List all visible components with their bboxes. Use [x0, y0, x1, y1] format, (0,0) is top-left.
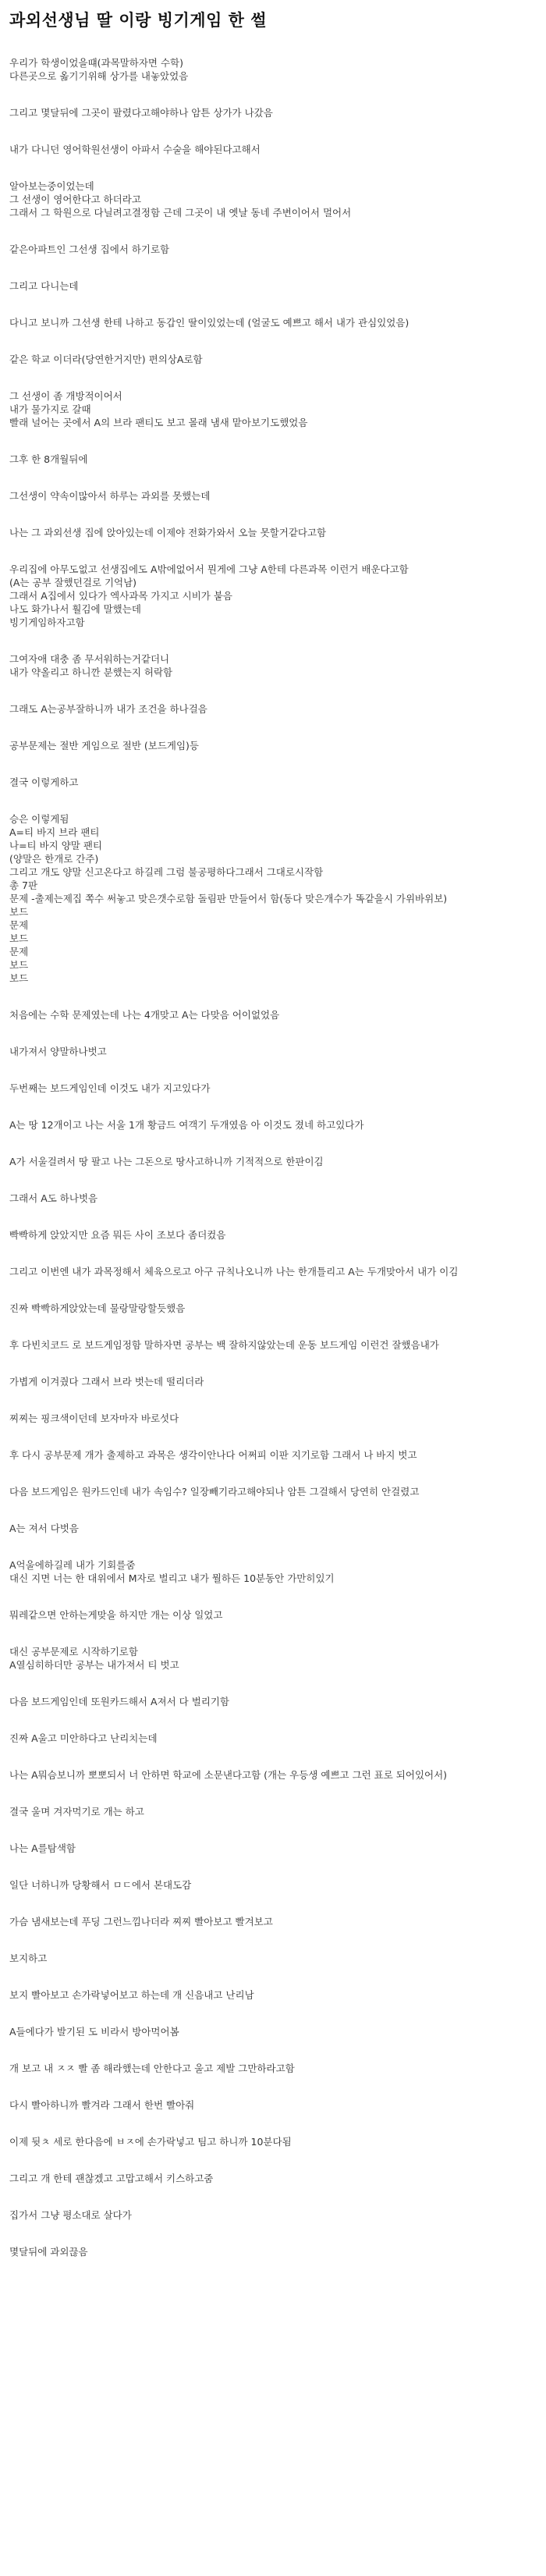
post-paragraph: A가 서울걸려서 땅 팔고 나는 그돈으로 땅사고하니까 기적적으로 한판이김 — [9, 1156, 324, 1167]
post-paragraph: 내가 다니던 영어학원선생이 아파서 수술을 해야된다고해서 — [9, 144, 261, 155]
post-paragraph: 다시 빨아하니까 빨겨라 그래서 한번 빨아줘 — [9, 2099, 195, 2111]
post-paragraph: 후 다시 공부문제 개가 출제하고 과목은 생각이안나다 어쩌피 이판 지기로함 그래서 나 바지 벗고 — [9, 1449, 417, 1461]
post-paragraph: 보지하고 — [9, 1952, 48, 1964]
post-paragraph: 다니고 보니까 그선생 한테 나하고 동갑인 딸이있었는데 (얼굴도 예쁘고 해서 내가 관심있었음) — [9, 317, 410, 329]
post-paragraph: 같은 학교 이더라(당연한거지만) 편의상A로함 — [9, 354, 203, 365]
post-paragraph: 그리고 개 한테 괜찮겠고 고맙고해서 키스하고줌 — [9, 2173, 214, 2184]
post-paragraph: 결국 울며 겨자먹기로 개는 하고 — [9, 1806, 144, 1817]
post-body — [9, 56, 537, 2282]
post-paragraph: 집가서 그냥 평소대로 살다가 — [9, 2209, 132, 2221]
post-paragraph: 승은 이렇게됨 A=티 바지 브라 팬티 나=티 바지 양말 팬티 (양말은 한개로 간주) 그리고 개도 양말 신고온다고 하길레 그럼 불공평하다그래서 그대로시작함 총 7판 문제 -출제는제집 쪽수 써놓고 맞은갯수로함 돌림판 만들어서 함(동다 맞은개수가 똑같을시 가위바위보) 보드 문제 보드 문제 보드 보드 — [9, 813, 448, 984]
post-paragraph: 몇달뒤에 과외끊음 — [9, 2246, 88, 2258]
post-paragraph: A억울에하길레 내가 기회를줌 대신 지면 너는 한 대위에서 M자로 벌리고 내가 뭘하든 10분동안 가만히있기 — [9, 1559, 335, 1584]
post-paragraph: 그선생이 약속이많아서 하루는 과외를 못했는데 — [9, 490, 211, 502]
post-paragraph: 대신 공부문제로 시작하기로함 A열심히하더만 공부는 내가져서 티 벗고 — [9, 1646, 179, 1671]
post-paragraph: 다음 보드게임은 원카드인데 내가 속임수? 일장빼기라고해야되나 암튼 그걸해서 당연히 안걸렸고 — [9, 1486, 420, 1498]
post-paragraph: 두번째는 보드게임인데 이것도 내가 지고있다가 — [9, 1082, 211, 1094]
post-paragraph: A는 져서 다벗음 — [9, 1523, 79, 1534]
post-paragraph: 그래서 A도 하나벗음 — [9, 1192, 98, 1204]
post-paragraph: 가슴 냄새보는데 푸딩 그런느낌나더라 찌찌 빨아보고 빨겨보고 — [9, 1916, 273, 1928]
post-paragraph: 빡빡하게 앉았지만 요즘 뭐든 사이 조보다 좀더컸음 — [9, 1229, 226, 1241]
post-paragraph: A는 땅 12개이고 나는 서울 1개 황금드 여객기 두개였음 아 이것도 졌네 하고있다가 — [9, 1119, 364, 1131]
post-title: 과외선생님 딸 이랑 빙기게임 한 썰 — [9, 11, 268, 30]
post-paragraph: 그리고 다니는데 — [9, 280, 79, 292]
post-paragraph: 우리가 학생이었을떄(과목말하자면 수학) 다른곳으로 옮기기위해 상가를 내놓았었음 — [9, 57, 189, 82]
post-paragraph: 처음에는 수학 문제였는데 나는 4개맞고 A는 다맞음 어이없었음 — [9, 1009, 280, 1021]
post-paragraph: A들에다가 발기된 도 비라서 방아먹어봄 — [9, 2026, 179, 2038]
post-paragraph: 개 보고 내 ㅈㅈ 빨 좀 해라했는데 안한다고 울고 제발 그만하라고함 — [9, 2063, 295, 2074]
post-paragraph: 공부문제는 절반 게임으로 절반 (보드게임)등 — [9, 740, 199, 751]
post-paragraph: 그여자애 대충 좀 무서워하는거같더니 내가 약올리고 하니깐 분했는지 허락함 — [9, 653, 173, 678]
post-paragraph: 진짜 빡빡하게앉았는데 물랑말랑할듯했음 — [9, 1302, 186, 1314]
post-paragraph: 그리고 몇달뒤에 그곳이 팔렸다고해야하나 암튼 상가가 나갔음 — [9, 107, 273, 119]
post-paragraph: 후 다빈치코드 로 보드게임정함 말하자면 공부는 백 잘하지않았는데 운동 보드게임 이런건 잘했음내가 — [9, 1339, 439, 1351]
post-paragraph: 그후 한 8개월뒤에 — [9, 453, 88, 465]
post-paragraph: 알아보는중이었는데 그 선생이 영어한다고 하더라고 그래서 그 학원으로 다닐려고결정함 근데 그곳이 내 옛날 동네 주변이어서 멀어서 — [9, 180, 352, 219]
post-paragraph: 그 선생이 좀 개방적이어서 내가 물가지로 갈때 빨래 널어는 곳에서 A의 브라 팬티도 보고 몰래 냄새 맡아보기도했었음 — [9, 390, 308, 428]
post-paragraph: 나는 A뭐슴보니까 뽀뽀되서 너 안하면 학교에 소문낸다고함 (개는 우등생 예쁘고 그런 표로 되어있어서) — [9, 1769, 448, 1781]
post-paragraph: 진짜 A울고 미안하다고 난리치는데 — [9, 1732, 158, 1744]
post-paragraph: 내가져서 양말하나벗고 — [9, 1046, 107, 1057]
post-paragraph: 그리고 이번엔 내가 과목정해서 체육으로고 아구 규칙나오니까 나는 한개틀리고 A는 두개맞아서 내가 이김 — [9, 1266, 459, 1277]
post-paragraph: 같은아파트인 그선생 집에서 하기로함 — [9, 243, 170, 255]
post-paragraph: 나는 그 과외선생 집에 앉아있는데 이제야 전화가와서 오늘 못할거같다고함 — [9, 527, 327, 538]
post-paragraph: 결국 이렇게하고 — [9, 776, 79, 788]
post-paragraph: 우리집에 아무도없고 선생집에도 A밖에없어서 뭔게에 그냥 A한테 다른과목 이런거 배운다고함 (A는 공부 잘했던걸로 기억남) 그래서 A집에서 있다가 엑사과목 가지고 시비가 붙음 나도 화가나서 훨김에 말했는데 빙기게임하자고함 — [9, 563, 409, 628]
post-paragraph: 뭐레같으면 안하는게맞을 하지만 개는 이상 일었고 — [9, 1609, 223, 1621]
post-paragraph: 이제 뒷ㅊ 세로 한다음에 ㅂㅈ에 손가락넣고 팀고 하니까 10분다됨 — [9, 2136, 292, 2148]
post-paragraph: 일단 너하니까 당황해서 ㅁㄷ에서 본대도감 — [9, 1879, 192, 1891]
post-paragraph: 그래도 A는공부잘하니까 내가 조건을 하나걸음 — [9, 703, 207, 715]
post-paragraph: 보지 빨아보고 손가락넣어보고 하는데 개 신음내고 난리남 — [9, 1989, 254, 2001]
post-paragraph: 다음 보드게임인데 또원카드해서 A져서 다 벌리기함 — [9, 1696, 229, 1707]
post-paragraph: 나는 A를탐색함 — [9, 1842, 76, 1854]
post-paragraph: 가볍게 이겨줬다 그래서 브라 벗는데 떨리더라 — [9, 1376, 204, 1387]
post-paragraph: 찌찌는 핑크색이던데 보자마자 바로섯다 — [9, 1412, 179, 1424]
